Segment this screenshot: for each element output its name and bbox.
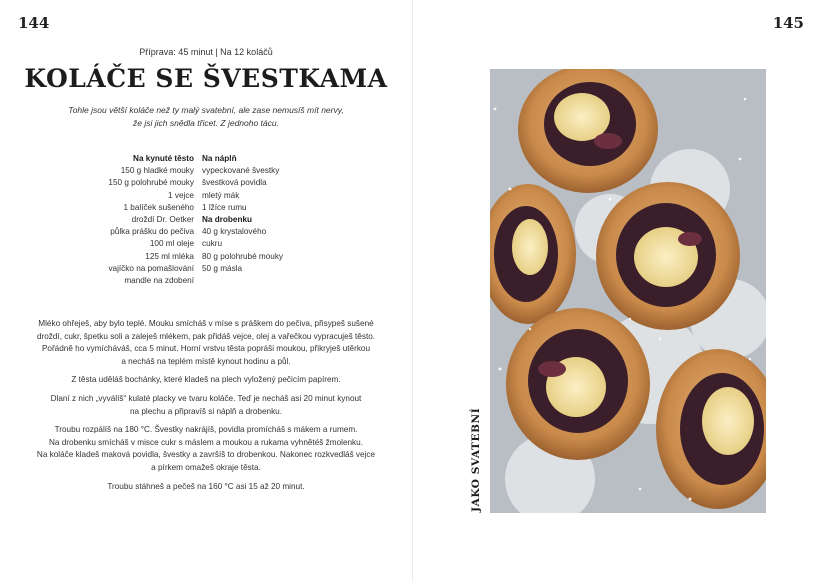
filling-heading: Na náplň	[202, 154, 237, 163]
crumble-heading: Na drobenku	[202, 215, 253, 225]
method-line: Pořádně ho vymícháváš, cca 5 minut. Horní vrstvu těsta popráši moukou, přikryješ utěrkou	[41, 344, 371, 354]
ingredient-item: půlka prášku do pečiva	[110, 227, 194, 237]
recipe-intro	[56, 104, 356, 130]
method-line: Troubu rozpálíš na 180 °C. Švestky nakrájíš, povidla promícháš s mákem a rumem.	[54, 425, 358, 435]
dough-heading: Na kynuté těsto	[133, 154, 194, 163]
ingredient-item: mandle na zdobení	[124, 276, 194, 286]
ingredient-item: 1 lžíce rumu	[202, 202, 247, 212]
method-paragraph	[30, 424, 382, 474]
method-line: Na koláče kladeš maková povidla, švestky a završíš to drobenkou. Nakonec rozkvedláš vejce	[36, 450, 376, 460]
dough-ingredients	[88, 153, 194, 287]
prep-info: Příprava: 45 minut | Na 12 koláčů	[139, 47, 273, 57]
page-number-left: 144	[18, 14, 50, 32]
ingredient-item: 100 ml oleje	[149, 239, 194, 249]
ingredient-item: 40 g krystalového	[202, 227, 267, 237]
side-label: JAKO SVATEBNÍ	[470, 407, 482, 512]
ingredient-item: cukru	[202, 239, 223, 249]
method-paragraph	[30, 318, 382, 368]
method-paragraph	[30, 393, 382, 418]
intro-line: že jsi jich snědla třicet. Z jednoho tácu.	[133, 118, 279, 128]
recipe-title: KOLÁČE SE ŠVESTKAMA	[24, 64, 388, 93]
ingredient-item: mletý mák	[202, 190, 240, 200]
ingredient-item: droždí Dr. Oetker	[131, 215, 194, 225]
ingredient-item: 80 g polohrubé mouky	[202, 251, 284, 261]
ingredient-item: 150 g hladké mouky	[120, 166, 194, 176]
ingredient-item: švestková povidla	[202, 178, 267, 188]
spread-divider	[412, 0, 413, 582]
ingredient-item: 150 g polohrubé mouky	[108, 178, 194, 188]
kolac-4	[506, 308, 650, 460]
plum-kolache-photo	[490, 69, 766, 513]
method-line: droždí, cukr, špetku soli a zaleješ mlékem, pak přidáš vejce, olej a vařečkou vypracuješ těsto.	[36, 331, 376, 341]
method-line: Z těsta uděláš bochánky, které kladeš na plech vyložený pečicím papírem.	[71, 375, 341, 385]
intro-line: Tohle jsou větší koláče než ty malý svatební, ale zase nemusíš mít nervy,	[68, 105, 344, 115]
recipe-method	[30, 318, 382, 499]
page-number-right: 145	[772, 14, 804, 32]
kolac-3	[596, 182, 740, 330]
ingredient-item: 1 vejce	[168, 190, 194, 200]
method-paragraph	[30, 374, 382, 387]
method-line: Dlaní z nich „vyválíš“ kulaté placky ve tvaru koláče. Teď je necháš asi 20 minut kynout	[50, 393, 362, 403]
ingredient-item: 125 ml mléka	[145, 251, 194, 261]
method-line: Mléko ohřeješ, aby bylo teplé. Mouku smícháš v míse s práškem do pečiva, přisypeš sušené	[38, 319, 374, 328]
kolac-1	[518, 69, 658, 193]
method-line: Na drobenku smícháš v misce cukr s máslem a moukou a rukama vyhnětéš žmolenku.	[49, 437, 363, 447]
method-paragraph	[30, 481, 382, 494]
ingredient-item: vajíčko na pomašlování	[108, 263, 194, 273]
method-line: na plechu a připravíš si náplň a drobenku.	[129, 406, 283, 416]
method-line: a necháš na teplém místě kynout hodinu a půl.	[121, 356, 291, 366]
method-line: a pírkem omažeš okraje těsta.	[151, 462, 261, 472]
filling-ingredients	[202, 153, 322, 275]
ingredient-item: 50 g másla	[202, 263, 243, 273]
ingredient-item: vypeckované švestky	[202, 166, 280, 176]
method-line: Troubu stáhneš a pečeš na 160 °C asi 15 až 20 minut.	[107, 481, 305, 491]
ingredient-item: 1 balíček sušeného	[123, 202, 194, 212]
